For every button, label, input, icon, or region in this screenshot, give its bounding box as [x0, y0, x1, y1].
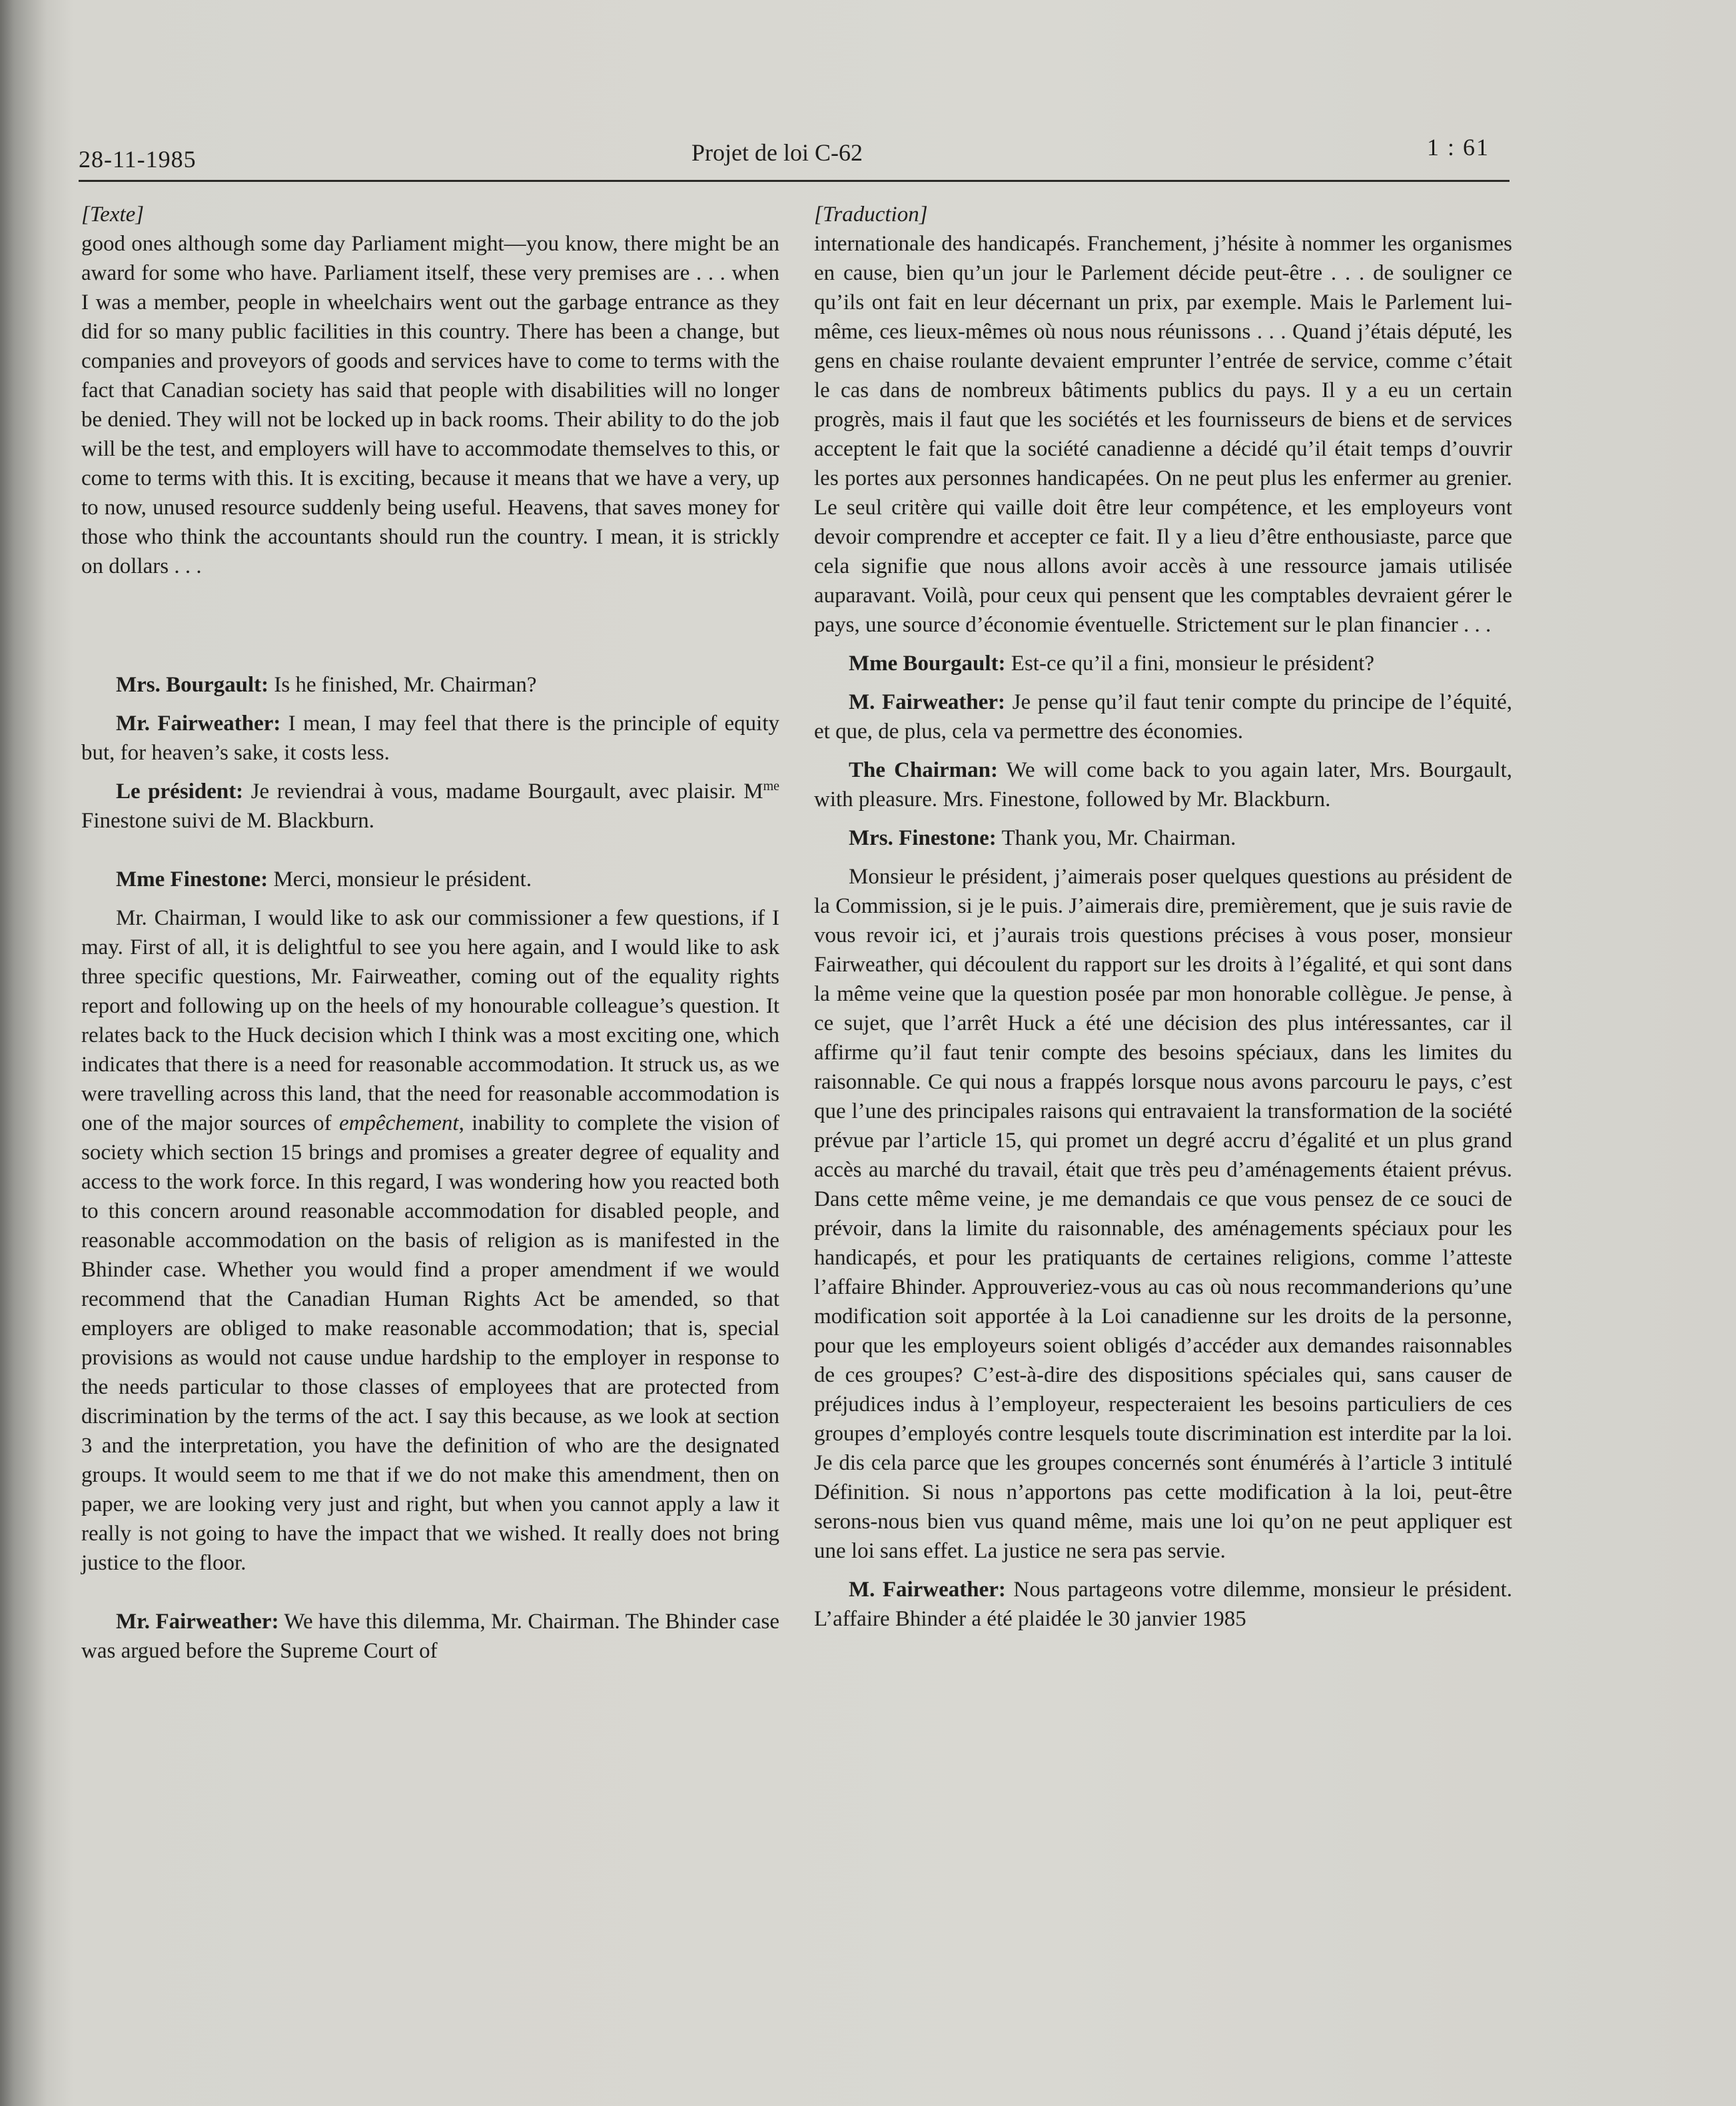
right-speech-bourgault: [814, 649, 1512, 678]
speaker-name: Mr. Fairweather:: [116, 712, 281, 736]
left-paragraph-1: good ones although some day Parliament might—you know, there might be an award for some who have. Parliament itself, these very premises are . . . when I was a member, people in wheelchairs went out the garbage entrance as they did for so many public facilities in this country. There has been a change, but companies and proveyors of goods and services have to come to terms with the fact that Canadian society has said that people with disabilities will no longer be denied. They will not be locked up in back rooms. Their ability to do the job will be the test, and employers will have to accommodate themselves to this, or come to terms with this. It is exciting, because it means that we have a very, up to now, unused resource suddenly being useful. Heavens, that saves money for those who think the accountants should run the country. I mean, it is strickly on dollars . . .: [81, 232, 779, 578]
superscript-abbrev: me: [763, 779, 779, 793]
speaker-name: Mme Finestone:: [116, 867, 268, 891]
speech-text: Nous partageons votre dilemme, monsieur le président. L’affaire Bhinder a été plaidée le 30 janvier 1985: [814, 1578, 1512, 1631]
left-spacer-small: [81, 1587, 779, 1607]
right-paragraph-1: internationale des handicapés. Franchement, j’hésite à nommer les organismes en cause, bien qu’un jour le Parlement décide peut-être . . . de souligner ce qu’ils ont fait en leur décernant un prix, par exemple. Mais le Parlement lui-même, ces lieux-mêmes où nous nous réunissons . . . Quand j’étais député, les gens en chaise roulante devaient emprunter l’entrée de service, comme c’était le cas dans de nombreux bâtiments publics du pays. Il y a eu un certain progrès, mais il faut que les sociétés et les fournisseurs de biens et de services acceptent le fait que la société canadienne a décidé qu’il était temps d’ouvrir les portes aux personnes handicapées. On ne peut plus les enfermer au grenier. Le seul critère qui vaille doit être leur compétence, et les employeurs vont devoir comprendre et accepter ce fait. Il y a lieu d’être enthousiaste, parce que cela signifie que nous allons avoir accès à une ressource jamais utilisée auparavant. Voilà, pour ceux qui pensent que les comptables devraient gérer le pays, une source d’économie éventuelle. Strictement sur le plan financier . . .: [814, 232, 1512, 637]
speaker-name: Mrs. Bourgault:: [116, 673, 269, 697]
speech-text: Je reviendrai à vous, madame Bourgault, avec plaisir. M: [243, 780, 763, 803]
speech-text: Finestone suivi de M. Blackburn.: [81, 809, 374, 833]
speaker-name: Mme Bourgault:: [849, 652, 1006, 676]
header-title: Projet de loi C-62: [691, 139, 863, 166]
paragraph-text: , inability to complete the vision of society which section 15 brings and promises a greater degree of equality and access to the work force. In this regard, I was wondering how you reacted both to this concern around reasonable accommodation for disabled people, and reasonable accommodation on the basis of religion as is manifested in the Bhinder case. Whether you would find a proper amendment if we would recommend that the Canadian Human Rights Act be amended, so that employers are obliged to make reasonable accommodation; that is, special provisions as would not cause undue hardship to the employer in response to the needs particular to those classes of employees that are protected from discrimination by the terms of the act. I say this because, as we look at section 3 and the interpretation, you have the definition of who are the designated groups. It would seem to me that if we do not make this amendment, then on paper, we are looking very just and right, but when you cannot apply a law it really is not going to have the impact that we wished. It really does not bring justice to the floor.: [81, 1111, 779, 1575]
left-spacer-small: [81, 845, 779, 865]
speaker-name: Mr. Fairweather:: [116, 1610, 279, 1634]
speech-text: Merci, monsieur le président.: [268, 867, 532, 891]
header-date: 28-11-1985: [79, 146, 197, 173]
speaker-name: The Chairman:: [849, 758, 998, 782]
speech-text: Thank you, Mr. Chairman.: [996, 826, 1236, 850]
right-column-tag: [Traduction]: [814, 203, 928, 227]
right-column-text: [814, 200, 1512, 1643]
speech-text: We will come back to you again later, Mrs. Bourgault, with pleasure. Mrs. Finestone, followed by Mr. Blackburn.: [814, 758, 1513, 811]
header-page-number: 1 : 61: [1426, 134, 1490, 161]
right-speech-fairweather-1: [814, 688, 1512, 746]
speaker-name: Le président:: [116, 780, 244, 803]
italic-term: empêchement: [338, 1111, 459, 1135]
speech-text: We have this dilemma, Mr. Chairman. The Bhinder case was argued before the Supreme Court of: [81, 1610, 779, 1663]
speech-text: Is he finished, Mr. Chairman?: [268, 673, 537, 697]
left-column-text: [81, 200, 779, 1675]
right-speech-finestone: [814, 823, 1512, 853]
right-paragraph-2: Monsieur le président, j’aimerais poser quelques questions au président de la Commission, si je le puis. J’aimerais dire, premièrement, que je suis ravie de vous revoir ici, et j’aurais trois questions précises à vous poser, monsieur Fairweather, qui découlent du rapport sur les droits à l’égalité, et qui sont dans la même veine que la question posée par mon honorable collègue. Je pense, à ce sujet, que l’arrêt Huck a été une décision des plus intéressantes, car il affirme qu’il faut tenir compte des besoins spéciaux, dans les limites du raisonnable. Ce qui nous a frappés lorsque nous avons parcouru le pays, c’est que l’une des principales raisons qui entravaient la transformation de la société prévue par l’article 15, qui promet un degré accru d’égalité et un plus grand accès au marché du travail, était que très peu d’aménagements étaient prévus. Dans cette même veine, je me demandais ce que vous pensez de ce souci de prévoir, dans la limite du raisonnable, des aménagements spéciaux pour les handicapés, et pour les pratiquants de certaines religions, comme l’atteste l’affaire Bhinder. Approuveriez-vous au cas où nous recommanderions qu’une modification soit apportée à la Loi canadienne sur les droits de la personne, pour que les employeurs soient obligés d’accéder aux demandes raisonnables de ces groupes? C’est-à-dire des dispositions spéciales qui, sans causer de préjudices indus à l’employeur, respecteraient les besoins particuliers de ces groupes d’employés contre lesquels toute discrimination est interdite par la loi. Je dis cela parce que les groupes concernés sont énumérés à l’article 3 intitulé Définition. Si nous n’apportons pas cette modification à la loi, peut-être serons-nous bien vus quand même, mais une loi qu’on ne peut appliquer est une loi sans effet. La justice ne sera pas servie.: [814, 865, 1512, 1563]
left-column-tag: [Texte]: [81, 203, 145, 227]
left-spacer: [81, 590, 779, 670]
right-speech-chairman: [814, 756, 1512, 814]
left-speech-fairweather-1: [81, 709, 779, 768]
left-speech-finestone: [81, 865, 779, 894]
left-paragraph-2: [81, 903, 779, 1578]
left-speech-president: [81, 777, 779, 835]
left-speech-bourgault: [81, 670, 779, 700]
speaker-name: Mrs. Finestone:: [849, 826, 997, 850]
speech-text: I mean, I may feel that there is the principle of equity but, for heaven’s sake, it costs less.: [81, 712, 780, 765]
page-header: [79, 133, 1510, 182]
speech-text: Est-ce qu’il a fini, monsieur le président?: [1005, 652, 1375, 676]
right-speech-fairweather-2: [814, 1575, 1512, 1634]
left-speech-fairweather-2: [81, 1607, 779, 1666]
speaker-name: M. Fairweather:: [849, 690, 1006, 714]
paragraph-text: Mr. Chairman, I would like to ask our commissioner a few questions, if I may. First of all, it is delightful to see you here again, and I would like to ask three specific questions, Mr. Fairweather, coming out of the equality rights report and following up on the heels of my honourable colleague’s question. It relates back to the Huck decision which I think was a most exciting one, which indicates that there is a need for reasonable accommodation. It struck us, as we were travelling across this land, that the need for reasonable accommodation is one of the major sources of: [81, 906, 779, 1135]
speech-text: Je pense qu’il faut tenir compte du principe de l’équité, et que, de plus, cela va permettre des économies.: [814, 690, 1512, 744]
speaker-name: M. Fairweather:: [849, 1578, 1006, 1602]
